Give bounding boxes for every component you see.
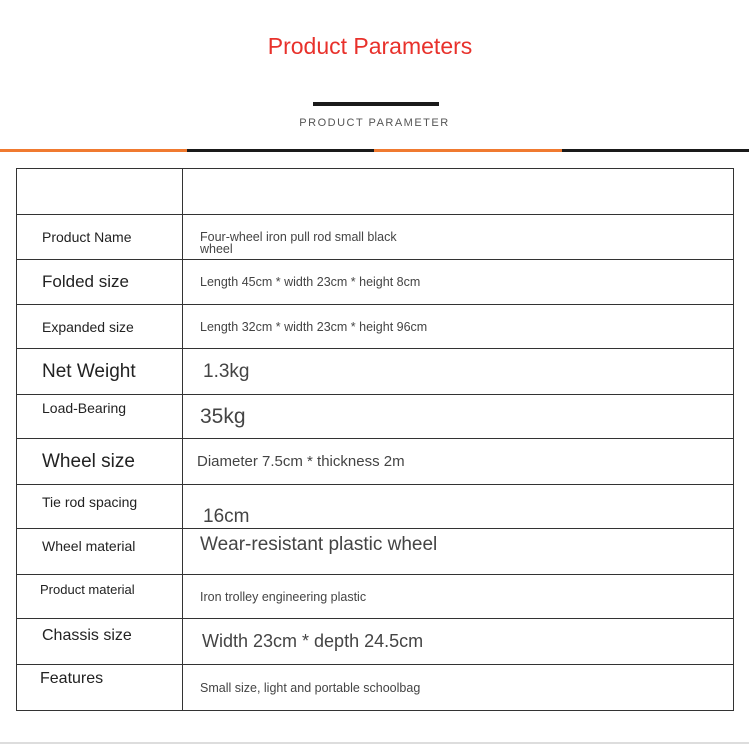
divider-orange-left — [0, 149, 187, 152]
row-value: Wear-resistant plastic wheel — [200, 534, 438, 555]
row-label: Wheel material — [17, 529, 183, 574]
table-row — [17, 214, 733, 259]
row-value: 35kg — [200, 404, 246, 428]
row-label: Product material — [17, 575, 183, 618]
page-subtitle: PRODUCT PARAMETER — [299, 117, 450, 129]
row-label: Product Name — [17, 215, 183, 259]
row-label: Features — [17, 665, 183, 710]
table-row — [17, 574, 733, 618]
table-row — [17, 618, 733, 664]
divider-orange-right — [374, 149, 562, 152]
row-label: Tie rod spacing — [17, 485, 183, 528]
row-value: Diameter 7.5cm * thickness 2m — [197, 453, 405, 470]
row-value: 1.3kg — [203, 360, 250, 382]
row-value: Small size, light and portable schoolbag — [200, 680, 421, 695]
table-header-row — [17, 169, 733, 214]
table-row — [17, 528, 733, 574]
table-row — [17, 484, 733, 528]
footer-divider — [0, 742, 749, 744]
title-underline — [313, 102, 439, 106]
page-title: Product Parameters — [267, 33, 473, 59]
row-label: Expanded size — [17, 305, 183, 348]
row-value — [183, 215, 733, 259]
table-row — [17, 304, 733, 348]
row-value: 16cm — [203, 505, 250, 527]
row-label: Wheel size — [17, 439, 183, 484]
row-label: Load-Bearing — [17, 395, 183, 438]
table-row — [17, 348, 733, 394]
header-label-cell — [17, 169, 183, 214]
table-row — [17, 259, 733, 304]
row-value: Length 45cm * width 23cm * height 8cm — [200, 275, 421, 289]
table-row — [17, 394, 733, 438]
row-label: Net Weight — [17, 349, 183, 394]
row-value: Width 23cm * depth 24.5cm — [202, 631, 424, 651]
table-row — [17, 664, 733, 710]
row-value: Iron trolley engineering plastic — [200, 589, 367, 604]
divider-black-left — [187, 149, 374, 152]
row-value-text: Four-wheel iron pull rod small black wheel — [200, 230, 397, 256]
row-label: Chassis size — [17, 619, 183, 664]
header-value-cell — [183, 169, 733, 214]
divider-black-right — [562, 149, 749, 152]
table-row — [17, 438, 733, 484]
row-value: Length 32cm * width 23cm * height 96cm — [200, 319, 428, 334]
parameter-table — [16, 168, 734, 711]
row-label: Folded size — [17, 260, 183, 304]
